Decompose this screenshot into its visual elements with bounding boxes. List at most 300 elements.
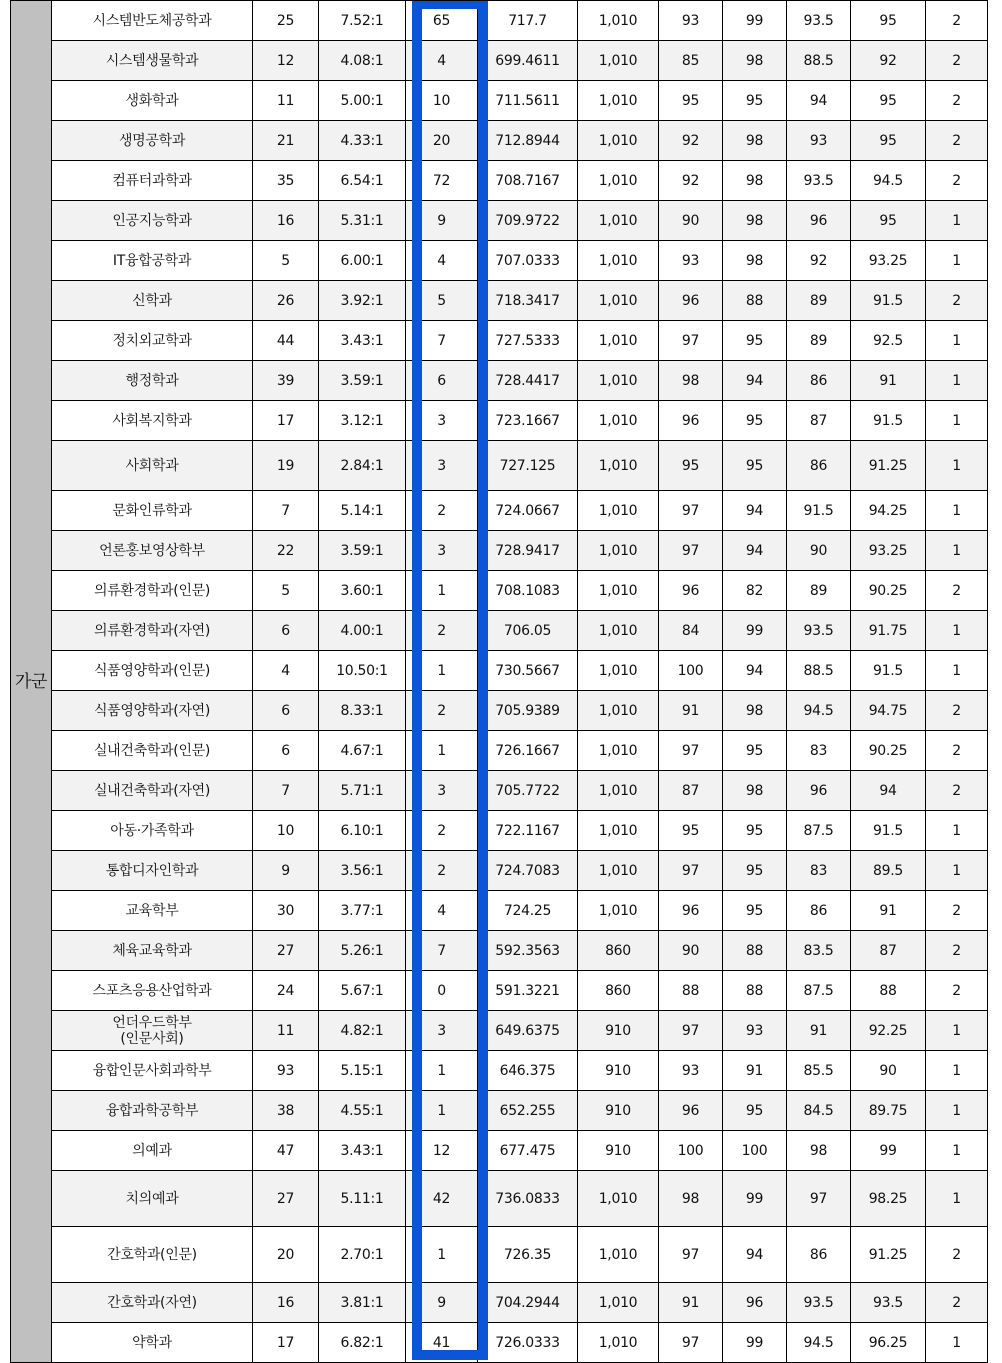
grade: 1	[926, 1131, 988, 1171]
subject-score-2: 99	[723, 1323, 787, 1363]
subject-score-1: 100	[659, 1131, 723, 1171]
admission-results-table-container	[10, 0, 987, 1363]
subject-score-3: 93.5	[787, 1283, 851, 1323]
quota: 12	[253, 41, 319, 81]
subject-score-1: 90	[659, 201, 723, 241]
quota: 27	[253, 931, 319, 971]
grade: 2	[926, 571, 988, 611]
grade: 2	[926, 121, 988, 161]
max-score: 910	[578, 1051, 659, 1091]
average-score: 91.75	[851, 611, 926, 651]
subject-score-2: 95	[723, 401, 787, 441]
competition-rate: 4.67:1	[319, 731, 406, 771]
highlighted-value: 3	[406, 1011, 478, 1051]
score: 718.3417	[478, 281, 578, 321]
grade: 1	[926, 531, 988, 571]
average-score: 88	[851, 971, 926, 1011]
average-score: 94.5	[851, 161, 926, 201]
highlighted-value: 4	[406, 241, 478, 281]
max-score: 1,010	[578, 281, 659, 321]
table-row	[11, 531, 988, 571]
competition-rate: 5.15:1	[319, 1051, 406, 1091]
subject-score-3: 94	[787, 81, 851, 121]
subject-score-3: 87.5	[787, 971, 851, 1011]
average-score: 90.25	[851, 571, 926, 611]
highlighted-value: 2	[406, 851, 478, 891]
department-name: 생명공학과	[52, 121, 253, 161]
department-name: 교육학부	[52, 891, 253, 931]
competition-rate: 3.60:1	[319, 571, 406, 611]
average-score: 91.5	[851, 281, 926, 321]
max-score: 1,010	[578, 161, 659, 201]
subject-score-2: 94	[723, 361, 787, 401]
average-score: 91.5	[851, 811, 926, 851]
highlighted-value: 7	[406, 321, 478, 361]
highlighted-value: 65	[406, 1, 478, 41]
department-name: 의류환경학과(인문)	[52, 571, 253, 611]
subject-score-2: 95	[723, 811, 787, 851]
department-name: 식품영양학과(인문)	[52, 651, 253, 691]
subject-score-1: 91	[659, 691, 723, 731]
table-row	[11, 121, 988, 161]
subject-score-3: 92	[787, 241, 851, 281]
department-name: 컴퓨터과학과	[52, 161, 253, 201]
score: 707.0333	[478, 241, 578, 281]
average-score: 93.5	[851, 1283, 926, 1323]
subject-score-1: 92	[659, 161, 723, 201]
subject-score-2: 98	[723, 41, 787, 81]
table-row	[11, 811, 988, 851]
grade: 2	[926, 41, 988, 81]
average-score: 94	[851, 771, 926, 811]
competition-rate: 5.00:1	[319, 81, 406, 121]
quota: 38	[253, 1091, 319, 1131]
max-score: 860	[578, 971, 659, 1011]
table-row	[11, 161, 988, 201]
grade: 2	[926, 281, 988, 321]
subject-score-2: 99	[723, 611, 787, 651]
subject-score-2: 95	[723, 321, 787, 361]
competition-rate: 5.14:1	[319, 491, 406, 531]
grade: 1	[926, 1091, 988, 1131]
competition-rate: 3.59:1	[319, 361, 406, 401]
quota: 39	[253, 361, 319, 401]
subject-score-3: 86	[787, 891, 851, 931]
highlighted-value: 1	[406, 731, 478, 771]
competition-rate: 2.84:1	[319, 441, 406, 491]
department-name: 시스템생물학과	[52, 41, 253, 81]
max-score: 1,010	[578, 1227, 659, 1283]
department-name: 시스템반도체공학과	[52, 1, 253, 41]
table-row	[11, 971, 988, 1011]
competition-rate: 4.08:1	[319, 41, 406, 81]
subject-score-3: 93.5	[787, 161, 851, 201]
subject-score-1: 91	[659, 1283, 723, 1323]
subject-score-1: 96	[659, 281, 723, 321]
subject-score-2: 100	[723, 1131, 787, 1171]
table-row	[11, 1, 988, 41]
subject-score-3: 93.5	[787, 1, 851, 41]
quota: 10	[253, 811, 319, 851]
max-score: 1,010	[578, 891, 659, 931]
subject-score-1: 97	[659, 531, 723, 571]
table-body	[11, 1, 988, 1363]
department-name: 생화학과	[52, 81, 253, 121]
score: 712.8944	[478, 121, 578, 161]
grade: 1	[926, 1323, 988, 1363]
grade: 1	[926, 811, 988, 851]
max-score: 1,010	[578, 811, 659, 851]
subject-score-1: 97	[659, 851, 723, 891]
table-row	[11, 41, 988, 81]
competition-rate: 3.56:1	[319, 851, 406, 891]
subject-score-2: 93	[723, 1011, 787, 1051]
subject-score-3: 85.5	[787, 1051, 851, 1091]
department-name: 행정학과	[52, 361, 253, 401]
table-row	[11, 771, 988, 811]
competition-rate: 5.67:1	[319, 971, 406, 1011]
department-name: 인공지능학과	[52, 201, 253, 241]
subject-score-2: 88	[723, 971, 787, 1011]
table-row	[11, 611, 988, 651]
grade: 1	[926, 361, 988, 401]
quota: 5	[253, 241, 319, 281]
competition-rate: 6.82:1	[319, 1323, 406, 1363]
grade: 1	[926, 851, 988, 891]
grade: 2	[926, 931, 988, 971]
score: 652.255	[478, 1091, 578, 1131]
competition-rate: 7.52:1	[319, 1, 406, 41]
score: 736.0833	[478, 1171, 578, 1227]
quota: 16	[253, 1283, 319, 1323]
grade: 1	[926, 321, 988, 361]
subject-score-1: 96	[659, 401, 723, 441]
grade: 2	[926, 891, 988, 931]
quota: 30	[253, 891, 319, 931]
grade: 2	[926, 1227, 988, 1283]
table-row	[11, 441, 988, 491]
department-name: 의예과	[52, 1131, 253, 1171]
department-name: 실내건축학과(인문)	[52, 731, 253, 771]
department-name: 사회학과	[52, 441, 253, 491]
department-name: 정치외교학과	[52, 321, 253, 361]
department-name: IT융합공학과	[52, 241, 253, 281]
quota: 19	[253, 441, 319, 491]
highlighted-value: 41	[406, 1323, 478, 1363]
table-row	[11, 401, 988, 441]
group-label: 가군	[11, 1, 52, 1363]
highlighted-value: 3	[406, 771, 478, 811]
quota: 4	[253, 651, 319, 691]
competition-rate: 5.71:1	[319, 771, 406, 811]
score: 727.5333	[478, 321, 578, 361]
competition-rate: 3.59:1	[319, 531, 406, 571]
score: 699.4611	[478, 41, 578, 81]
grade: 1	[926, 401, 988, 441]
grade: 2	[926, 1, 988, 41]
average-score: 91	[851, 361, 926, 401]
average-score: 90.25	[851, 731, 926, 771]
subject-score-1: 93	[659, 241, 723, 281]
quota: 11	[253, 1011, 319, 1051]
subject-score-2: 99	[723, 1, 787, 41]
highlighted-value: 2	[406, 691, 478, 731]
department-name: 아동·가족학과	[52, 811, 253, 851]
max-score: 1,010	[578, 571, 659, 611]
highlighted-value: 72	[406, 161, 478, 201]
quota: 35	[253, 161, 319, 201]
subject-score-1: 97	[659, 1011, 723, 1051]
table-row	[11, 281, 988, 321]
highlighted-value: 20	[406, 121, 478, 161]
average-score: 95	[851, 81, 926, 121]
department-name: 약학과	[52, 1323, 253, 1363]
table-row	[11, 1011, 988, 1051]
subject-score-1: 90	[659, 931, 723, 971]
subject-score-3: 90	[787, 531, 851, 571]
department-name: 문화인류학과	[52, 491, 253, 531]
department-name: 언더우드학부 (인문사회)	[52, 1011, 253, 1051]
subject-score-1: 97	[659, 1227, 723, 1283]
highlighted-value: 3	[406, 401, 478, 441]
subject-score-1: 96	[659, 891, 723, 931]
subject-score-3: 89	[787, 321, 851, 361]
table-row	[11, 1323, 988, 1363]
table-row	[11, 1051, 988, 1091]
subject-score-3: 86	[787, 361, 851, 401]
quota: 6	[253, 731, 319, 771]
subject-score-2: 95	[723, 441, 787, 491]
average-score: 96.25	[851, 1323, 926, 1363]
quota: 9	[253, 851, 319, 891]
subject-score-2: 98	[723, 691, 787, 731]
max-score: 1,010	[578, 1, 659, 41]
grade: 1	[926, 201, 988, 241]
max-score: 1,010	[578, 531, 659, 571]
highlighted-value: 4	[406, 41, 478, 81]
subject-score-1: 97	[659, 491, 723, 531]
quota: 26	[253, 281, 319, 321]
subject-score-2: 88	[723, 281, 787, 321]
competition-rate: 6.00:1	[319, 241, 406, 281]
subject-score-2: 95	[723, 1091, 787, 1131]
average-score: 94.75	[851, 691, 926, 731]
score: 708.1083	[478, 571, 578, 611]
subject-score-2: 98	[723, 201, 787, 241]
score: 724.25	[478, 891, 578, 931]
score: 591.3221	[478, 971, 578, 1011]
subject-score-1: 97	[659, 1323, 723, 1363]
subject-score-1: 87	[659, 771, 723, 811]
score: 649.6375	[478, 1011, 578, 1051]
score: 726.35	[478, 1227, 578, 1283]
highlighted-value: 1	[406, 651, 478, 691]
subject-score-2: 91	[723, 1051, 787, 1091]
max-score: 1,010	[578, 441, 659, 491]
grade: 2	[926, 1283, 988, 1323]
grade: 2	[926, 81, 988, 121]
average-score: 89.5	[851, 851, 926, 891]
average-score: 95	[851, 201, 926, 241]
subject-score-1: 93	[659, 1, 723, 41]
max-score: 1,010	[578, 491, 659, 531]
subject-score-3: 91.5	[787, 491, 851, 531]
competition-rate: 8.33:1	[319, 691, 406, 731]
quota: 27	[253, 1171, 319, 1227]
competition-rate: 4.55:1	[319, 1091, 406, 1131]
max-score: 1,010	[578, 1323, 659, 1363]
competition-rate: 5.26:1	[319, 931, 406, 971]
quota: 11	[253, 81, 319, 121]
highlighted-value: 1	[406, 571, 478, 611]
table-row	[11, 651, 988, 691]
subject-score-3: 94.5	[787, 691, 851, 731]
subject-score-1: 97	[659, 321, 723, 361]
subject-score-3: 86	[787, 1227, 851, 1283]
competition-rate: 3.43:1	[319, 1131, 406, 1171]
subject-score-3: 94.5	[787, 1323, 851, 1363]
max-score: 860	[578, 931, 659, 971]
department-name: 치의예과	[52, 1171, 253, 1227]
competition-rate: 4.00:1	[319, 611, 406, 651]
quota: 7	[253, 771, 319, 811]
subject-score-3: 83.5	[787, 931, 851, 971]
department-name: 통합디자인학과	[52, 851, 253, 891]
table-row	[11, 851, 988, 891]
highlighted-value: 1	[406, 1051, 478, 1091]
max-score: 1,010	[578, 1283, 659, 1323]
quota: 6	[253, 691, 319, 731]
highlighted-value: 2	[406, 811, 478, 851]
highlighted-value: 9	[406, 1283, 478, 1323]
subject-score-3: 98	[787, 1131, 851, 1171]
score: 727.125	[478, 441, 578, 491]
competition-rate: 5.11:1	[319, 1171, 406, 1227]
competition-rate: 4.82:1	[319, 1011, 406, 1051]
quota: 25	[253, 1, 319, 41]
average-score: 91.5	[851, 401, 926, 441]
max-score: 910	[578, 1091, 659, 1131]
score: 723.1667	[478, 401, 578, 441]
competition-rate: 3.12:1	[319, 401, 406, 441]
quota: 5	[253, 571, 319, 611]
competition-rate: 3.43:1	[319, 321, 406, 361]
max-score: 1,010	[578, 691, 659, 731]
subject-score-2: 95	[723, 81, 787, 121]
max-score: 1,010	[578, 41, 659, 81]
grade: 1	[926, 1051, 988, 1091]
highlighted-value: 6	[406, 361, 478, 401]
grade: 1	[926, 241, 988, 281]
average-score: 95	[851, 121, 926, 161]
subject-score-1: 96	[659, 571, 723, 611]
highlighted-value: 0	[406, 971, 478, 1011]
score: 592.3563	[478, 931, 578, 971]
subject-score-2: 94	[723, 491, 787, 531]
quota: 17	[253, 401, 319, 441]
subject-score-1: 84	[659, 611, 723, 651]
subject-score-3: 87	[787, 401, 851, 441]
score: 730.5667	[478, 651, 578, 691]
subject-score-3: 96	[787, 771, 851, 811]
subject-score-3: 88.5	[787, 651, 851, 691]
average-score: 92.5	[851, 321, 926, 361]
max-score: 910	[578, 1011, 659, 1051]
subject-score-2: 88	[723, 931, 787, 971]
max-score: 1,010	[578, 401, 659, 441]
highlighted-value: 4	[406, 891, 478, 931]
quota: 21	[253, 121, 319, 161]
subject-score-3: 83	[787, 851, 851, 891]
score: 726.0333	[478, 1323, 578, 1363]
max-score: 1,010	[578, 121, 659, 161]
subject-score-1: 95	[659, 81, 723, 121]
quota: 22	[253, 531, 319, 571]
department-name: 실내건축학과(자연)	[52, 771, 253, 811]
competition-rate: 3.77:1	[319, 891, 406, 931]
score: 722.1167	[478, 811, 578, 851]
quota: 7	[253, 491, 319, 531]
average-score: 94.25	[851, 491, 926, 531]
competition-rate: 3.81:1	[319, 1283, 406, 1323]
quota: 6	[253, 611, 319, 651]
subject-score-3: 86	[787, 441, 851, 491]
table-row	[11, 571, 988, 611]
subject-score-1: 98	[659, 1171, 723, 1227]
average-score: 99	[851, 1131, 926, 1171]
department-name: 체육교육학과	[52, 931, 253, 971]
average-score: 93.25	[851, 531, 926, 571]
quota: 47	[253, 1131, 319, 1171]
quota: 24	[253, 971, 319, 1011]
subject-score-1: 85	[659, 41, 723, 81]
max-score: 1,010	[578, 361, 659, 401]
score: 706.05	[478, 611, 578, 651]
table-row	[11, 731, 988, 771]
subject-score-2: 96	[723, 1283, 787, 1323]
subject-score-2: 99	[723, 1171, 787, 1227]
subject-score-2: 98	[723, 771, 787, 811]
subject-score-3: 93	[787, 121, 851, 161]
subject-score-3: 87.5	[787, 811, 851, 851]
competition-rate: 6.54:1	[319, 161, 406, 201]
highlighted-value: 3	[406, 531, 478, 571]
subject-score-2: 94	[723, 651, 787, 691]
average-score: 93.25	[851, 241, 926, 281]
quota: 44	[253, 321, 319, 361]
score: 728.4417	[478, 361, 578, 401]
max-score: 1,010	[578, 851, 659, 891]
max-score: 1,010	[578, 321, 659, 361]
subject-score-3: 97	[787, 1171, 851, 1227]
quota: 16	[253, 201, 319, 241]
subject-score-3: 93.5	[787, 611, 851, 651]
subject-score-3: 88.5	[787, 41, 851, 81]
table-row	[11, 931, 988, 971]
grade: 1	[926, 611, 988, 651]
score: 717.7	[478, 1, 578, 41]
admission-results-table	[10, 0, 988, 1363]
table-row	[11, 81, 988, 121]
department-name: 사회복지학과	[52, 401, 253, 441]
grade: 1	[926, 441, 988, 491]
average-score: 91.25	[851, 441, 926, 491]
subject-score-3: 89	[787, 281, 851, 321]
average-score: 90	[851, 1051, 926, 1091]
department-name: 식품영양학과(자연)	[52, 691, 253, 731]
subject-score-2: 98	[723, 121, 787, 161]
grade: 1	[926, 491, 988, 531]
